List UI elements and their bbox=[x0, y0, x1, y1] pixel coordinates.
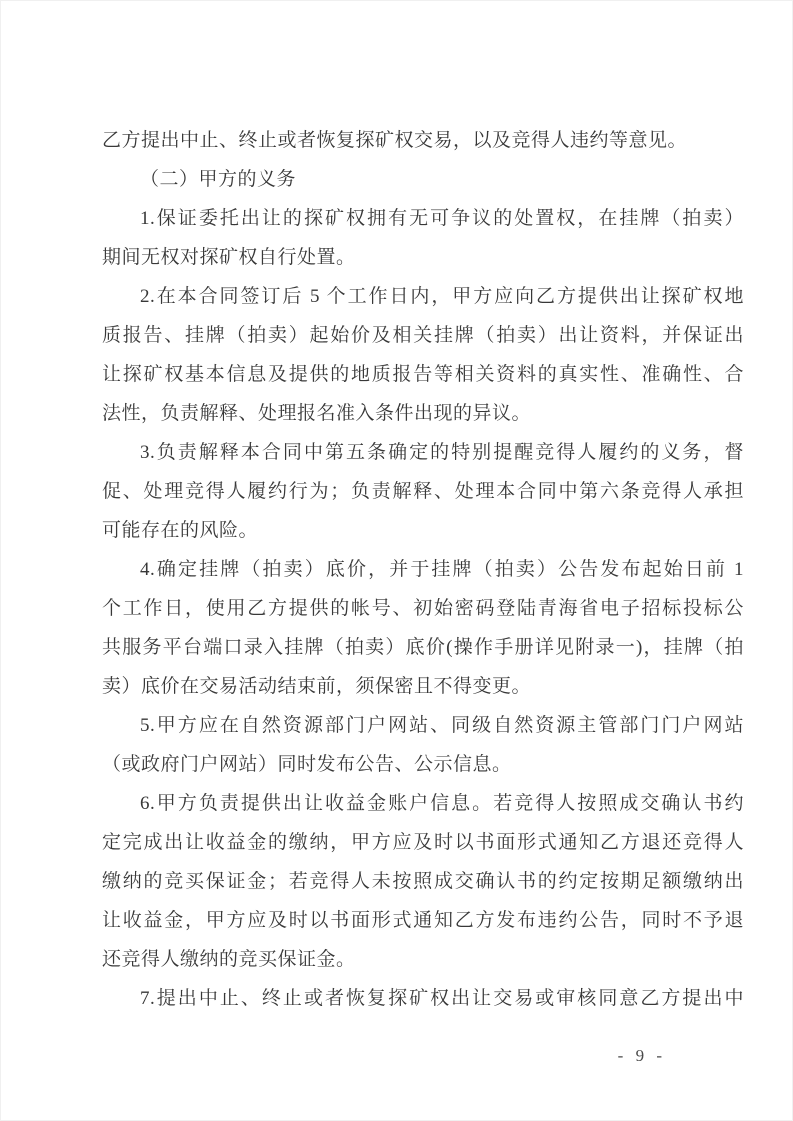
document-line: 共服务平台端口录入挂牌（拍卖）底价(操作手册详见附录一)，挂牌（拍 bbox=[102, 637, 744, 658]
document-line: 质报告、挂牌（拍卖）起始价及相关挂牌（拍卖）出让资料，并保证出 bbox=[102, 325, 744, 346]
document-line: 6.甲方负责提供出让收益金账户信息。若竞得人按照成交确认书约 bbox=[140, 793, 744, 814]
document-line: 个工作日，使用乙方提供的帐号、初始密码登陆青海省电子招标投标公 bbox=[102, 598, 744, 619]
page-number: - 9 - bbox=[617, 1046, 666, 1065]
document-body bbox=[102, 121, 744, 1018]
document-line: 缴纳的竞买保证金；若竞得人未按照成交确认书的约定按期足额缴纳出 bbox=[102, 871, 744, 892]
document-line: 可能存在的风险。 bbox=[102, 520, 259, 541]
document-line: （或政府门户网站）同时发布公告、公示信息。 bbox=[102, 754, 512, 775]
document-line: 期间无权对探矿权自行处置。 bbox=[102, 247, 356, 268]
document-line: （二）甲方的义务 bbox=[140, 169, 297, 190]
document-line: 还竞得人缴纳的竞买保证金。 bbox=[102, 949, 356, 970]
document-line: 乙方提出中止、终止或者恢复探矿权交易，以及竞得人违约等意见。 bbox=[102, 130, 688, 151]
document-line: 2.在本合同签订后 5 个工作日内，甲方应向乙方提供出让探矿权地 bbox=[140, 286, 744, 307]
document-line: 促、处理竞得人履约行为；负责解释、处理本合同中第六条竞得人承担 bbox=[102, 481, 744, 502]
document-line: 定完成出让收益金的缴纳，甲方应及时以书面形式通知乙方退还竞得人 bbox=[102, 832, 744, 853]
document-line: 4.确定挂牌（拍卖）底价，并于挂牌（拍卖）公告发布起始日前 1 bbox=[140, 559, 744, 580]
document-line: 7.提出中止、终止或者恢复探矿权出让交易或审核同意乙方提出中 bbox=[140, 988, 744, 1009]
document-line: 让收益金，甲方应及时以书面形式通知乙方发布违约公告，同时不予退 bbox=[102, 910, 744, 931]
document-line: 1.保证委托出让的探矿权拥有无可争议的处置权，在挂牌（拍卖） bbox=[140, 208, 744, 229]
document-line: 法性，负责解释、处理报名准入条件出现的异议。 bbox=[102, 403, 532, 424]
document-line: 3.负责解释本合同中第五条确定的特别提醒竞得人履约的义务，督 bbox=[140, 442, 744, 463]
document-line: 5.甲方应在自然资源部门户网站、同级自然资源主管部门门户网站 bbox=[140, 715, 744, 736]
document-line: 让探矿权基本信息及提供的地质报告等相关资料的真实性、准确性、合 bbox=[102, 364, 744, 385]
document-line: 卖）底价在交易活动结束前，须保密且不得变更。 bbox=[102, 676, 532, 697]
